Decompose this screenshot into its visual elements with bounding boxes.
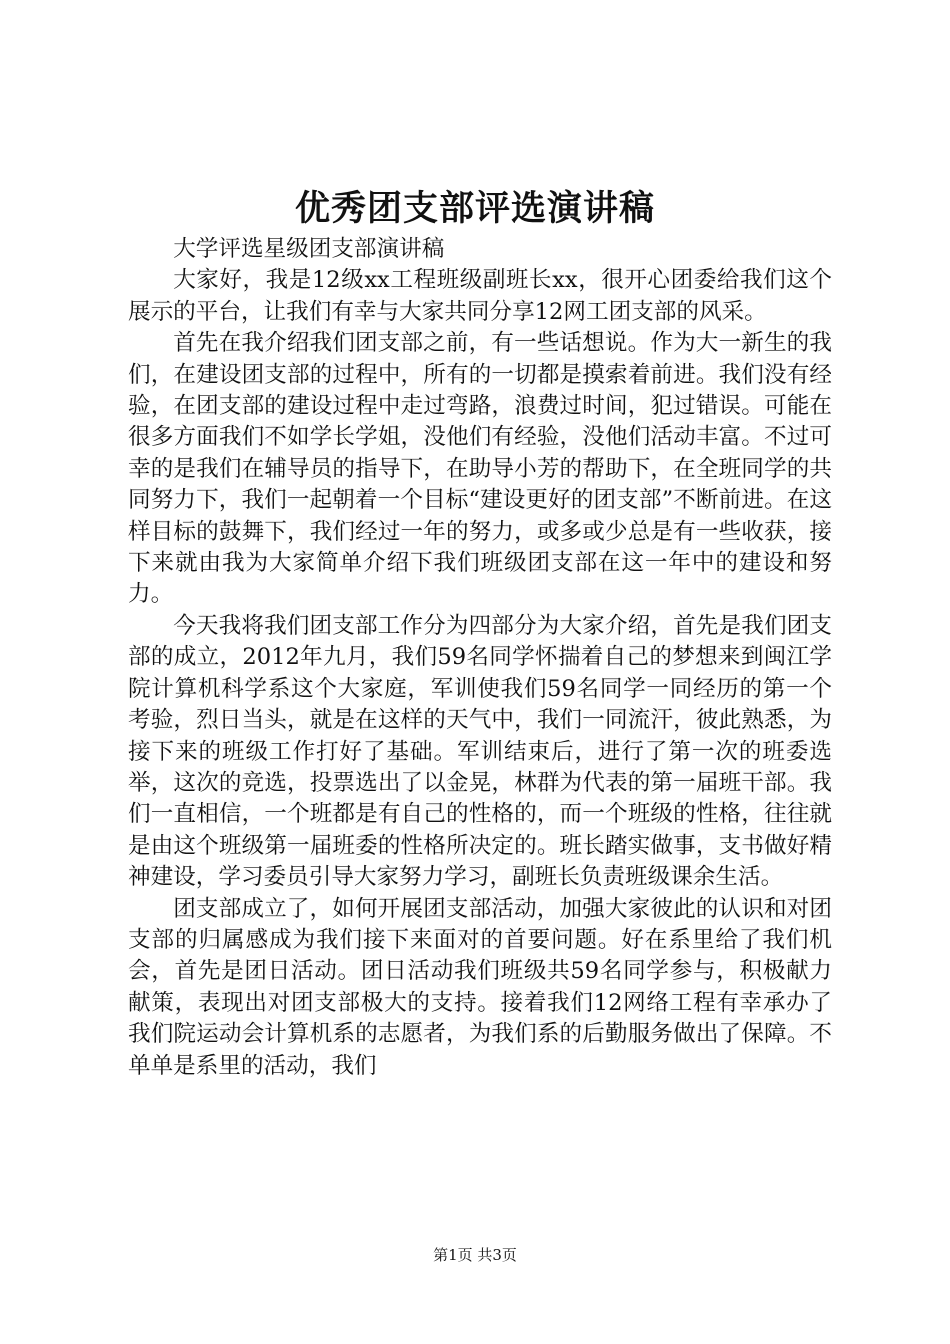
document-body: [128, 234, 832, 1082]
activities-paragraph: 团支部成立了，如何开展团支部活动，加强大家彼此的认识和对团支部的归属感成为我们接下来面对的首要问题。好在系里给了我们机会，首先是团日活动。团日活动我们班级共59名同学参与，积极献力献策，表现出对团支部极大的支持。接着我们12网络工程有幸承办了我们院运动会计算机系的志愿者，为我们系的后勤服务做出了保障。不单单是系里的活动，我们: [128, 895, 832, 1079]
document-title: 优秀团支部评选演讲稿: [294, 189, 655, 229]
founding-paragraph: 今天我将我们团支部工作分为四部分为大家介绍，首先是我们团支部的成立，2012年九月，我们59名同学怀揣着自己的梦想来到闽江学院计算机科学系这个大家庭，军训使我们59名同学一同经历的第一个考验，烈日当头，就是在这样的天气中，我们一同流汗，彼此熟悉，为接下来的班级工作打好了基础。军训结束后，进行了第一次的班委选举，这次的竞选，投票选出了以金晃，林群为代表的第一届班干部。我们一直相信，一个班都是有自己的性格的，而一个班级的性格，往往就是由这个班级第一届班委的性格所决定的。班长踏实做事，支书做好精神建设，学习委员引导大家努力学习，副班长负责班级课余生活。: [128, 612, 832, 891]
subtitle-paragraph: 大学评选星级团支部演讲稿: [173, 236, 445, 262]
greeting-paragraph: 大家好，我是12级xx工程班级副班长xx，很开心团委给我们这个展示的平台，让我们有幸与大家共同分享12网工团支部的风采。: [128, 267, 832, 325]
intro-paragraph: 首先在我介绍我们团支部之前，有一些话想说。作为大一新生的我们，在建设团支部的过程中，所有的一切都是摸索着前进。我们没有经验，在团支部的建设过程中走过弯路，浪费过时间，犯过错误。可能在很多方面我们不如学长学姐，没他们有经验，没他们活动丰富。不过可幸的是我们在辅导员的指导下，在助导小芳的帮助下，在全班同学的共同努力下，我们一起朝着一个目标“建设更好的团支部”不断前进。在这样目标的鼓舞下，我们经过一年的努力，或多或少总是有一些收获，接下来就由我为大家简单介绍下我们班级团支部在这一年中的建设和努力。: [128, 330, 832, 608]
page-number-footer: 第1页 共3页: [433, 1246, 517, 1264]
